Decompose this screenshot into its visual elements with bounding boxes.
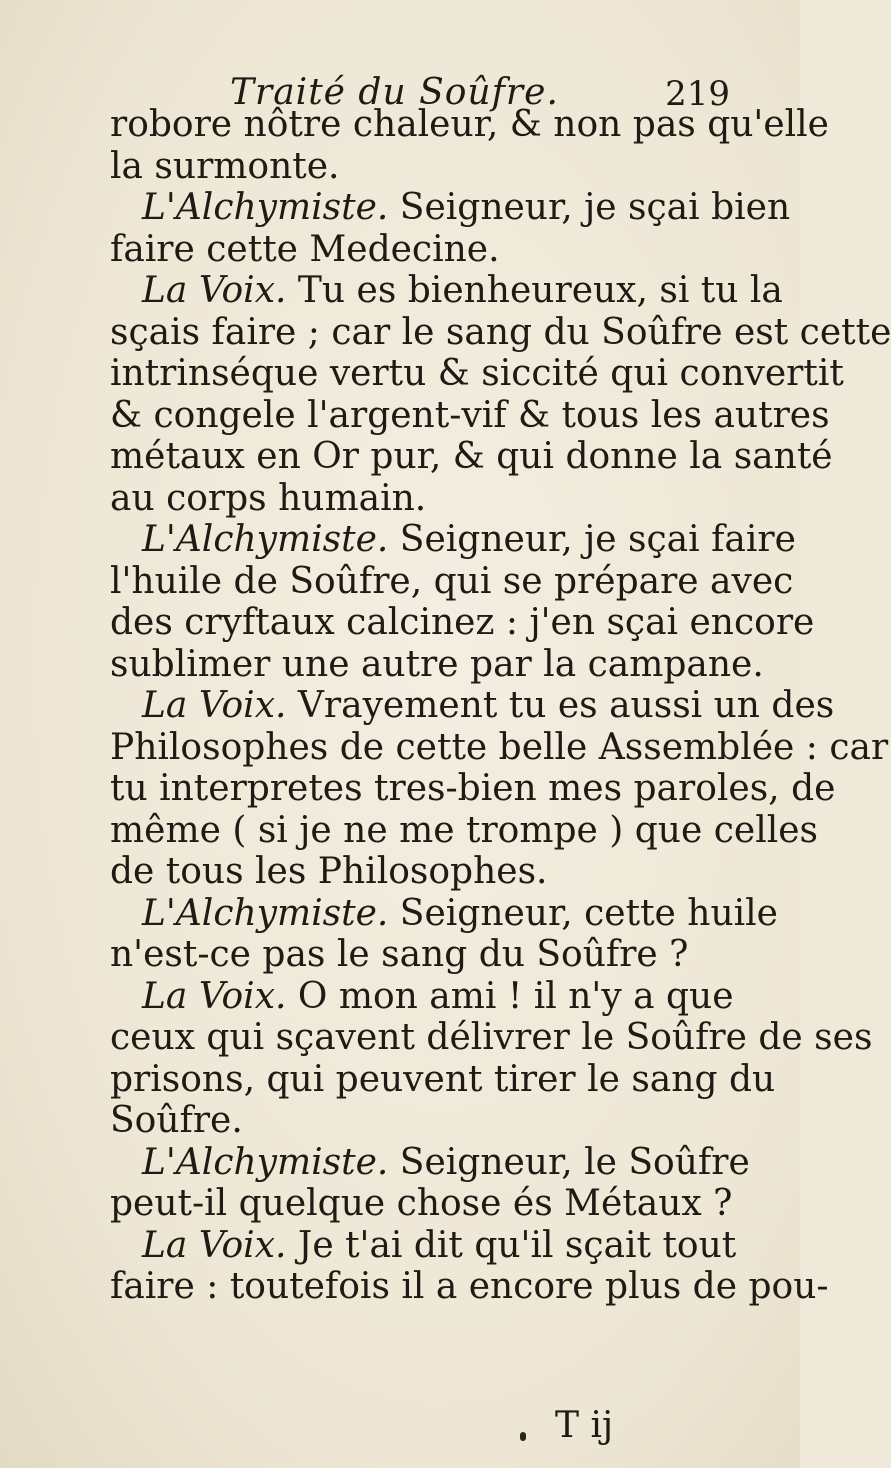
- text-line: [110, 478, 730, 520]
- text-line: [110, 643, 764, 686]
- text-line: [110, 229, 730, 271]
- line-text: faire : toutefois il a encore plus de pou-: [110, 1266, 829, 1307]
- line-text: faire cette Medecine.: [110, 228, 500, 270]
- text-line: [110, 311, 891, 354]
- running-title: Traité du Soûfre.: [230, 72, 559, 113]
- speaker-name: L'Alchymiste.: [142, 1141, 389, 1183]
- line-text: sublimer une autre par la campane.: [110, 643, 764, 685]
- line-text: l'huile de Soûfre, qui se prépare avec: [110, 560, 794, 602]
- ink-dot: [520, 1432, 526, 1441]
- text-line: [110, 892, 778, 935]
- line-text: intrinséque vertu & siccité qui convertit: [110, 353, 844, 394]
- line-text: ceux qui sçavent délivrer le Soûfre de ses: [110, 1017, 873, 1058]
- text-line: [110, 1183, 733, 1225]
- line-text: O mon ami ! il n'y a que: [286, 975, 734, 1017]
- line-text: sçais faire ; car le sang du Soûfre est cette: [110, 311, 891, 353]
- line-text: des cryftaux calcinez : j'en sçai encore: [110, 602, 815, 643]
- signature-mark: T ij: [555, 1405, 614, 1446]
- speaker-name: La Voix.: [142, 1224, 287, 1266]
- text-line: [110, 1266, 829, 1308]
- line-text: robore nôtre chaleur, & non pas qu'elle: [110, 104, 829, 145]
- line-text: Je t'ai dit qu'il sçait tout: [286, 1224, 737, 1266]
- line-text: tu interpretes tres-bien mes paroles, de: [110, 768, 836, 809]
- speaker-name: L'Alchymiste.: [142, 187, 389, 228]
- speaker-name: L'Alchymiste.: [142, 519, 389, 560]
- text-line: [110, 270, 783, 312]
- text-line: [110, 1017, 873, 1059]
- line-text: Soûfre.: [110, 1100, 243, 1141]
- line-text: de tous les Philosophes.: [110, 851, 548, 892]
- text-line: [110, 436, 833, 478]
- text-line: [110, 975, 734, 1018]
- line-text: prisons, qui peuvent tirer le sang du: [110, 1058, 776, 1100]
- text-line: [110, 726, 889, 769]
- line-text: n'est-ce pas le sang du Soûfre ?: [110, 934, 689, 975]
- text-line: [110, 394, 830, 437]
- speaker-name: La Voix.: [142, 270, 287, 311]
- line-text: Seigneur, le Soûfre: [388, 1141, 750, 1183]
- text-line: [110, 602, 815, 644]
- text-line: [110, 1100, 730, 1142]
- line-text: Seigneur, je sçai faire: [388, 519, 796, 560]
- line-text: & congele l'argent-vif & tous les autres: [110, 394, 830, 436]
- text-line: [110, 851, 730, 893]
- line-text: peut-il quelque chose és Métaux ?: [110, 1183, 733, 1224]
- text-line: [110, 934, 730, 976]
- text-line: [110, 146, 730, 188]
- text-line: [110, 809, 818, 852]
- speaker-name: La Voix.: [142, 975, 287, 1017]
- text-line: [110, 685, 835, 727]
- speaker-name: L'Alchymiste.: [142, 892, 389, 934]
- line-text: Tu es bienheureux, si tu la: [286, 270, 783, 311]
- line-text: au corps humain.: [110, 477, 427, 519]
- text-line: [110, 353, 844, 395]
- text-line: [110, 560, 794, 603]
- text-line: [110, 1058, 776, 1101]
- speaker-name: La Voix.: [142, 685, 287, 726]
- text-line: [110, 1224, 737, 1267]
- text-line: [110, 104, 829, 146]
- line-text: même ( si je ne me trompe ) que celles: [110, 809, 818, 851]
- line-text: la surmonte.: [110, 145, 340, 187]
- page-number: 219: [665, 74, 730, 114]
- body-text: [110, 104, 891, 1308]
- text-line: [110, 1141, 750, 1184]
- line-text: Seigneur, cette huile: [388, 892, 778, 934]
- text-line: [110, 519, 796, 561]
- line-text: métaux en Or pur, & qui donne la santé: [110, 436, 833, 477]
- text-line: [110, 187, 791, 229]
- line-text: Vrayement tu es aussi un des: [286, 685, 835, 726]
- line-text: Seigneur, je sçai bien: [388, 187, 791, 228]
- line-text: Philosophes de cette belle Assemblée : car: [110, 726, 889, 768]
- text-line: [110, 768, 836, 810]
